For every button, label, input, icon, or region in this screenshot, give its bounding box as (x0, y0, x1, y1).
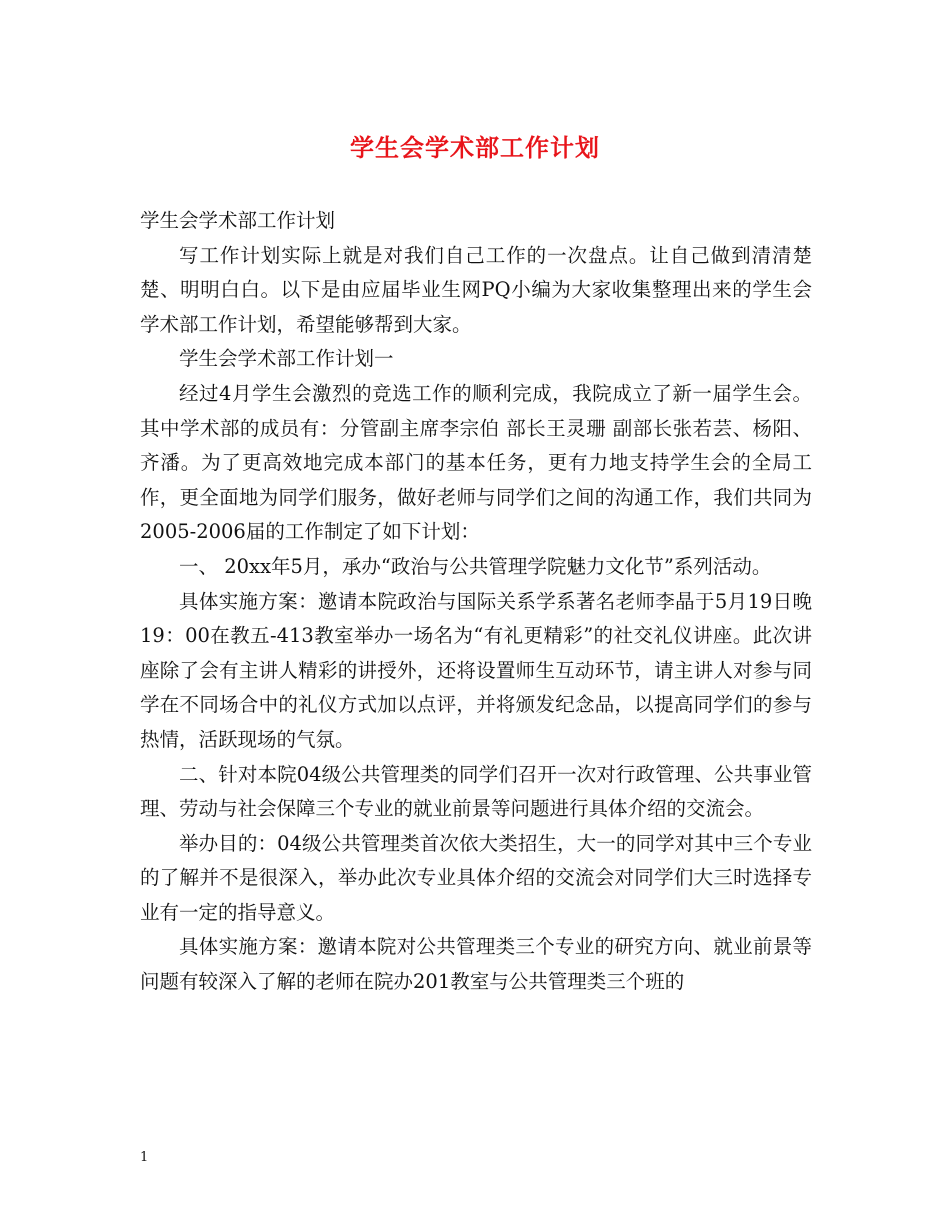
paragraph-background: 经过4月学生会激烈的竞选工作的顺利完成，我院成立了新一届学生会。其中学术部的成员有：分管副主席李宗伯 部长王灵珊 副部长张若芸、杨阳、齐潘。为了更高效地完成本部门的基本任务，更有力地支持学生会的全局工作，更全面地为同学们服务，做好老师与同学们之间的沟通工作，我们共同为2005-2006届的工作制定了如下计划： (140, 381, 812, 544)
paragraph-item-one-plan: 具体实施方案：邀请本院政治与国际关系学系著名老师李晶于5月19日晚19：00在教五-413教室举办一场名为“有礼更精彩”的社交礼仪讲座。此次讲座除了会有主讲人精彩的讲授外，还将设置师生互动环节，请主讲人对参与同学在不同场合中的礼仪方式加以点评，并将颁发纪念品，以提高同学们的参与热情，活跃现场的气氛。 (140, 589, 812, 751)
document-title: 学生会学术部工作计划 (350, 133, 600, 162)
page-number: 1 (140, 1150, 149, 1165)
paragraph-item-one: 一、 20xx年5月，承办“政治与公共管理学院魅力文化节”系列活动。 (179, 554, 772, 578)
paragraph-plan-one-heading: 学生会学术部工作计划一 (179, 347, 394, 371)
paragraph-item-two-plan: 具体实施方案：邀请本院对公共管理类三个专业的研究方向、就业前景等问题有较深入了解的老师在院办201教室与公共管理类三个班的 (140, 935, 812, 994)
paragraph-heading: 学生会学术部工作计划 (140, 209, 336, 232)
paragraph-item-two-purpose: 举办目的：04级公共管理类首次依大类招生，大一的同学对其中三个专业的了解并不是很深入，举办此次专业具体介绍的交流会对同学们大三时选择专业有一定的指导意义。 (140, 831, 812, 924)
paragraph-intro: 写工作计划实际上就是对我们自己工作的一次盘点。让自己做到清清楚楚、明明白白。以下是由应届毕业生网PQ小编为大家收集整理出来的学生会学术部工作计划，希望能够帮到大家。 (140, 243, 812, 336)
paragraph-item-two: 二、针对本院04级公共管理类的同学们召开一次对行政管理、公共事业管理、劳动与社会保障三个专业的就业前景等问题进行具体介绍的交流会。 (140, 762, 812, 821)
document-body (140, 204, 812, 1000)
